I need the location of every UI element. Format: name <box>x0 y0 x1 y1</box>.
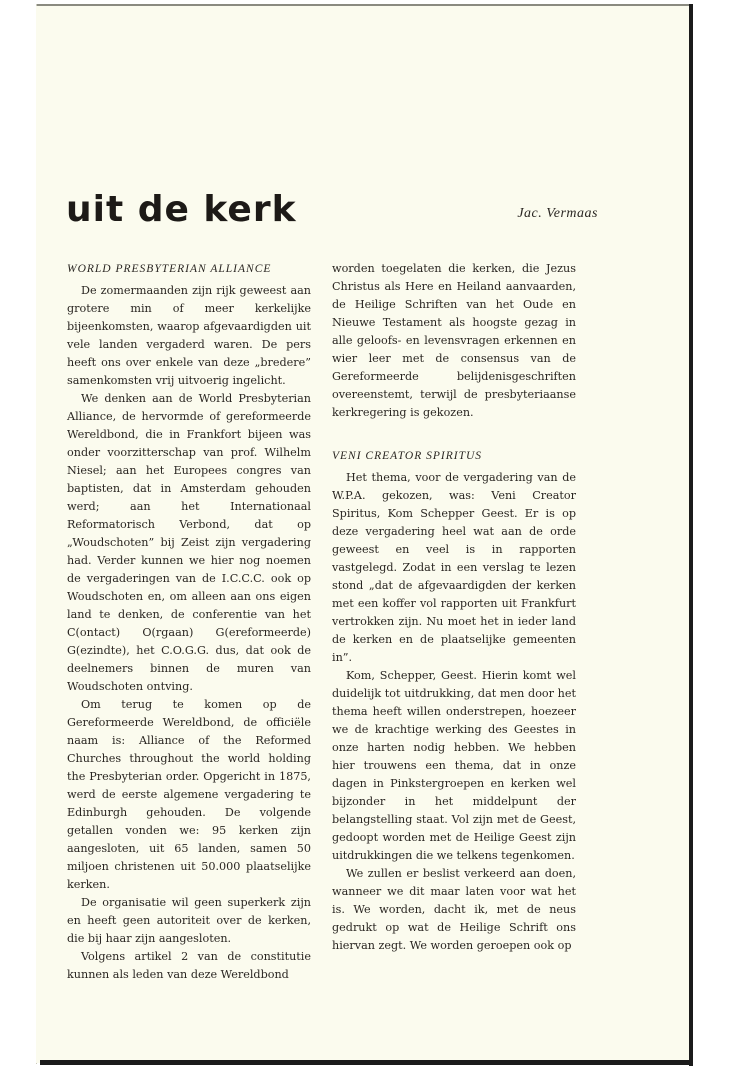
section-heading-veni: VENI CREATOR SPIRITUS <box>332 450 483 462</box>
section-title: uit de kerk <box>66 189 297 230</box>
page-bottom-shadow <box>40 1060 693 1065</box>
paragraph-continuation: worden toegelaten die kerken, die Jezus Christus als Here en Heiland aanvaarden, de Heilige Schriften van het Oude en Nieuwe Testament als hoogste gezag in alle geloofs- en levensvragen erkennen en wier leer met de consensus van de Gereformeerde belijdenisgeschriften overeenstemt, terwijl de presbyteriaanse kerkregering is gekozen. <box>332 262 576 419</box>
section-heading-wpa: WORLD PRESBYTERIAN ALLIANCE <box>67 263 272 275</box>
left-column <box>67 260 311 984</box>
paragraph: We denken aan de World Presbyterian Alliance, de hervormde of gereformeerde Wereldbond, die in Frankfort bijeen was onder voorzitterschap van prof. Wilhelm Niesel; aan het Europees congres van baptisten, dat in Amsterdam gehouden werd; aan het Internationaal Reformatorisch Verbond, dat op „Woudschoten” bij Zeist zijn vergadering had. Verder kunnen we hier nog noemen de vergaderingen van de I.C.C.C. ook op Woudschoten en, om alleen aan ons eigen land te denken, de conferentie van het C(ontact) O(rgaan) G(ereformeerde) G(ezindte), het C.O.G.G. dus, dat ook de deelnemers binnen de muren van Woudschoten ontving. <box>67 392 311 693</box>
paragraph: Volgens artikel 2 van de constitutie kunnen als leden van deze Wereldbond <box>67 950 311 981</box>
right-column <box>332 260 576 955</box>
author-name: Jac. Vermaas <box>517 206 598 221</box>
paragraph: We zullen er beslist verkeerd aan doen, wanneer we dit maar laten voor wat het is. We worden, dacht ik, met de neus gedrukt op wat de Heilige Schrift ons hiervan zegt. We worden geroepen ook op <box>332 867 576 952</box>
paragraph: De organisatie wil geen superkerk zijn en heeft geen autoriteit over de kerken, die bij haar zijn aangesloten. <box>67 896 311 945</box>
paragraph: Om terug te komen op de Gereformeerde Wereldbond, de officiële naam is: Alliance of the Reformed Churches throughout the world holding the Presbyterian order. Opgericht in 1875, werd de eerste algemene vergadering te Edinburgh gehouden. De volgende getallen vonden we: 95 kerken zijn aangesloten, uit 65 landen, samen 50 miljoen christenen uit 50.000 plaatselijke kerken. <box>67 698 311 891</box>
paragraph: De zomermaanden zijn rijk geweest aan grotere min of meer kerkelijke bijeenkomsten, waarop afgevaardigden uit vele landen vergaderd waren. De pers heeft ons over enkele van deze „bredere” samenkomsten vrij uitvoerig ingelicht. <box>67 284 311 387</box>
paragraph: Kom, Schepper, Geest. Hierin komt wel duidelijk tot uitdrukking, dat men door het thema heeft willen onderstrepen, hoezeer we de krachtige werking des Geestes in onze harten nodig hebben. We hebben hier trouwens een thema, dat in onze dagen in Pinkstergroepen en kerken wel bijzonder in het middelpunt der belangstelling staat. Vol zijn met de Geest, gedoopt worden met de Heilige Geest zijn uitdrukkingen die we telkens tegenkomen. <box>332 669 576 862</box>
paragraph: Het thema, voor de vergadering van de W.P.A. gekozen, was: Veni Creator Spiritus, Kom Schepper Geest. Er is op deze vergadering heel wat aan de orde geweest en veel is in rapporten vastgelegd. Zodat in een verslag te lezen stond „dat de afgevaardigden der kerken met een koffer vol rapporten uit Frankfurt vertrokken zijn. Nu moet het in ieder land de kerken en de plaatselijke gemeenten in”. <box>332 471 576 664</box>
page-right-shadow <box>689 4 693 1066</box>
